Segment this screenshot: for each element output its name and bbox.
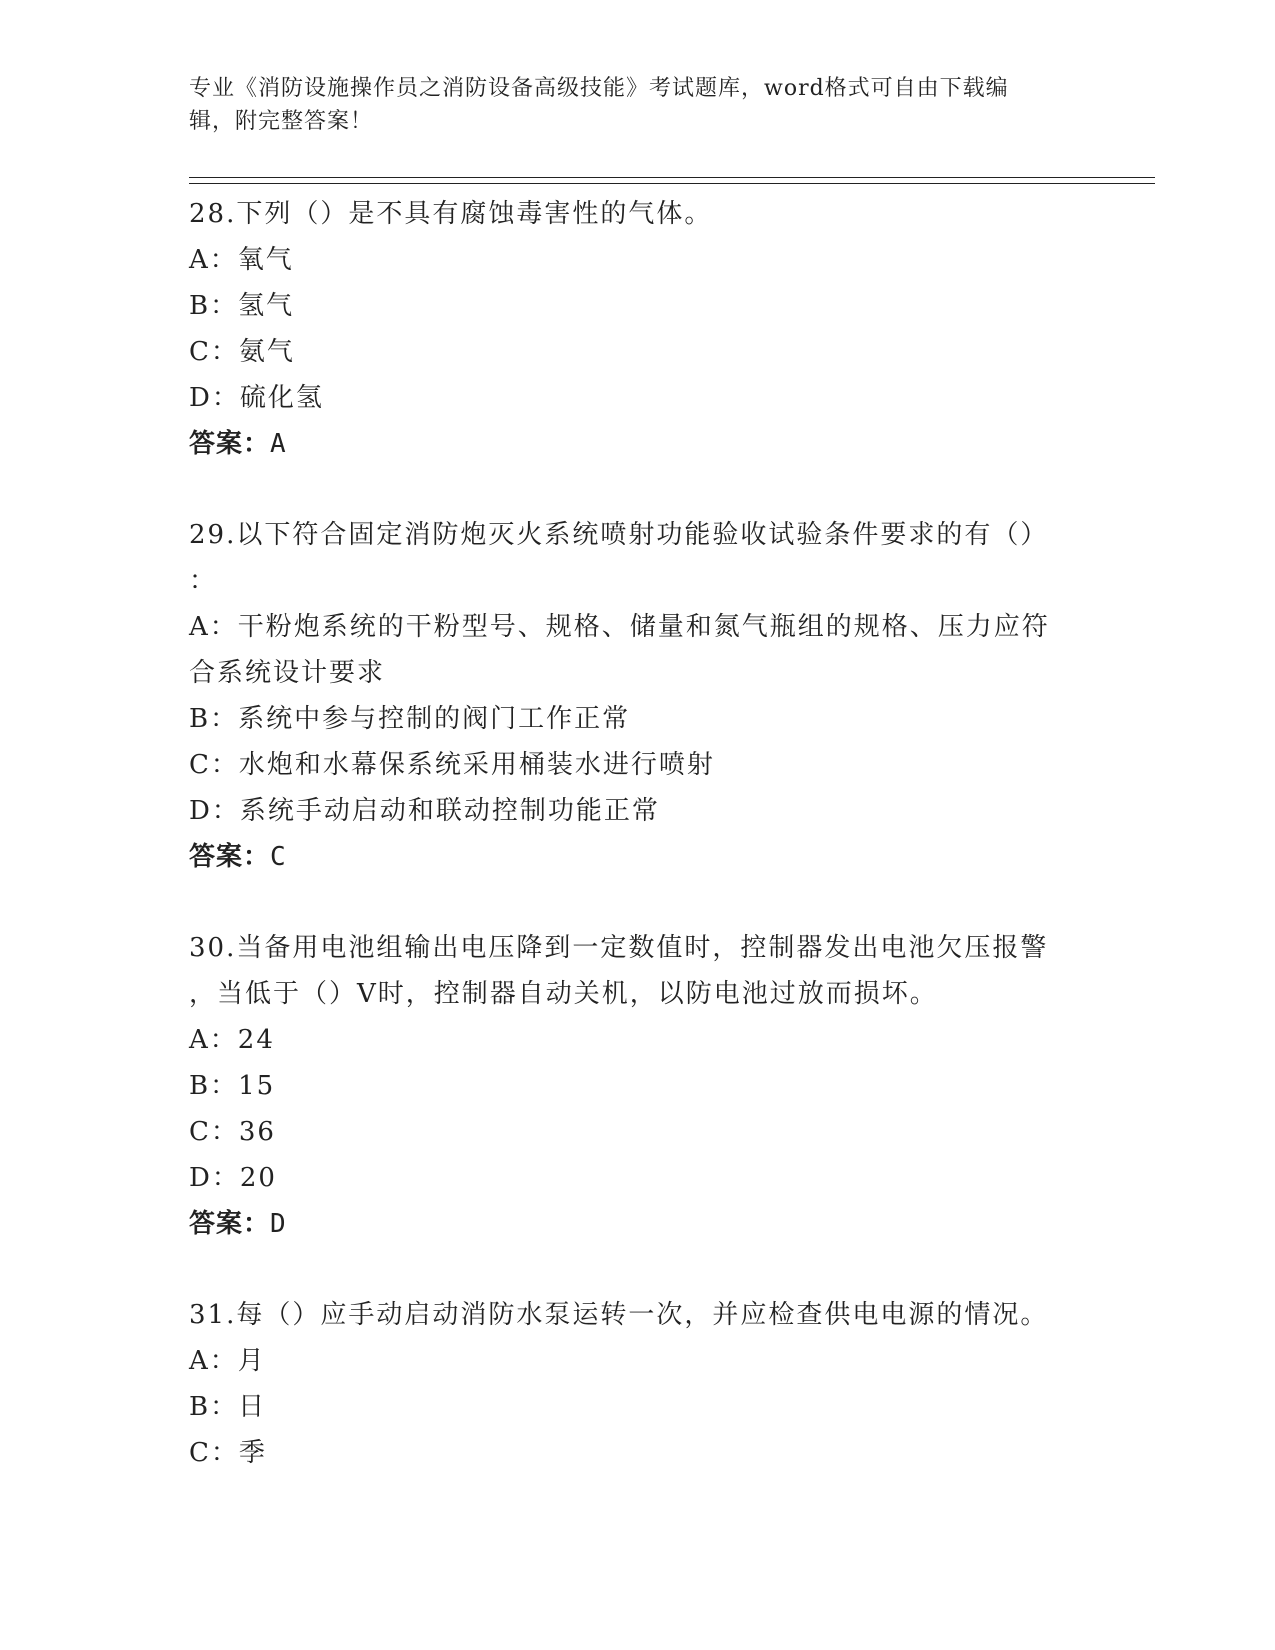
answer-value: A	[270, 429, 287, 459]
question-stem	[189, 925, 1089, 1017]
answer-line	[189, 1201, 1089, 1247]
answer-line	[189, 421, 1089, 467]
document-header	[189, 72, 1089, 138]
answer-option-line: C：季	[189, 1438, 267, 1468]
question-block	[189, 191, 1089, 512]
question-stem	[189, 1292, 1089, 1338]
question-stem	[189, 512, 1089, 604]
answer-label: 答案：	[189, 429, 271, 459]
answer-label: 答案：	[189, 1209, 271, 1239]
question-block	[189, 1292, 1089, 1476]
answer-option-line: A：氧气	[189, 245, 294, 275]
answer-option-line: D：系统手动启动和联动控制功能正常	[189, 796, 660, 826]
answer-option	[189, 742, 1089, 788]
answer-option-line: A：干粉炮系统的干粉型号、规格、储量和氮气瓶组的规格、压力应符	[189, 612, 1050, 642]
answer-option-line: C：36	[189, 1117, 276, 1147]
answer-option	[189, 1155, 1089, 1201]
question-spacer	[189, 467, 1089, 512]
question-stem-line: ，当低于（）V时，控制器自动关机，以防电池过放而损坏。	[189, 979, 938, 1009]
question-stem-line: 31.每（）应手动启动消防水泵运转一次，并应检查供电电源的情况。	[189, 1300, 1049, 1330]
answer-option	[189, 1017, 1089, 1063]
header-divider	[189, 183, 1155, 184]
answer-option	[189, 375, 1089, 421]
question-stem-line: 29.以下符合固定消防炮灭火系统喷射功能验收试验条件要求的有（）	[189, 520, 1049, 550]
answer-option	[189, 1063, 1089, 1109]
answer-value: D	[270, 1209, 287, 1239]
answer-option	[189, 237, 1089, 283]
answer-option-line: A：月	[189, 1346, 266, 1376]
answer-value: C	[270, 842, 287, 872]
answer-option-line: 合系统设计要求	[189, 658, 386, 688]
question-stem-line: 30.当备用电池组输出电压降到一定数值时，控制器发出电池欠压报警	[189, 933, 1049, 963]
question-spacer	[189, 880, 1089, 925]
answer-option	[189, 696, 1089, 742]
answer-option-line: C：水炮和水幕保系统采用桶装水进行喷射	[189, 750, 715, 780]
question-stem-line: 28.下列（）是不具有腐蚀毒害性的气体。	[189, 199, 713, 229]
answer-option	[189, 1109, 1089, 1155]
answer-option	[189, 329, 1089, 375]
question-block	[189, 925, 1089, 1292]
answer-option-line: B：15	[189, 1071, 276, 1101]
answer-option-line: B：系统中参与控制的阀门工作正常	[189, 704, 631, 734]
answer-option	[189, 283, 1089, 329]
answer-option	[189, 604, 1089, 696]
question-stem-line: ：	[189, 566, 218, 596]
answer-option-line: D：硫化氢	[189, 383, 324, 413]
header-divider	[189, 177, 1155, 178]
question-spacer	[189, 1247, 1089, 1292]
answer-line	[189, 834, 1089, 880]
answer-option-line: B：日	[189, 1392, 267, 1422]
answer-option-line: C：氨气	[189, 337, 295, 367]
answer-option	[189, 1430, 1089, 1476]
answer-option	[189, 1338, 1089, 1384]
answer-option	[189, 788, 1089, 834]
header-line: 专业《消防设施操作员之消防设备高级技能》考试题库，word格式可自由下载编	[189, 76, 1009, 101]
question-list	[189, 191, 1089, 1476]
answer-option-line: D：20	[189, 1163, 277, 1193]
question-block	[189, 512, 1089, 925]
answer-option	[189, 1384, 1089, 1430]
answer-option-line: B：氢气	[189, 291, 295, 321]
answer-label: 答案：	[189, 842, 271, 872]
header-line: 辑，附完整答案！	[189, 109, 374, 134]
question-stem	[189, 191, 1089, 237]
answer-option-line: A：24	[189, 1025, 275, 1055]
